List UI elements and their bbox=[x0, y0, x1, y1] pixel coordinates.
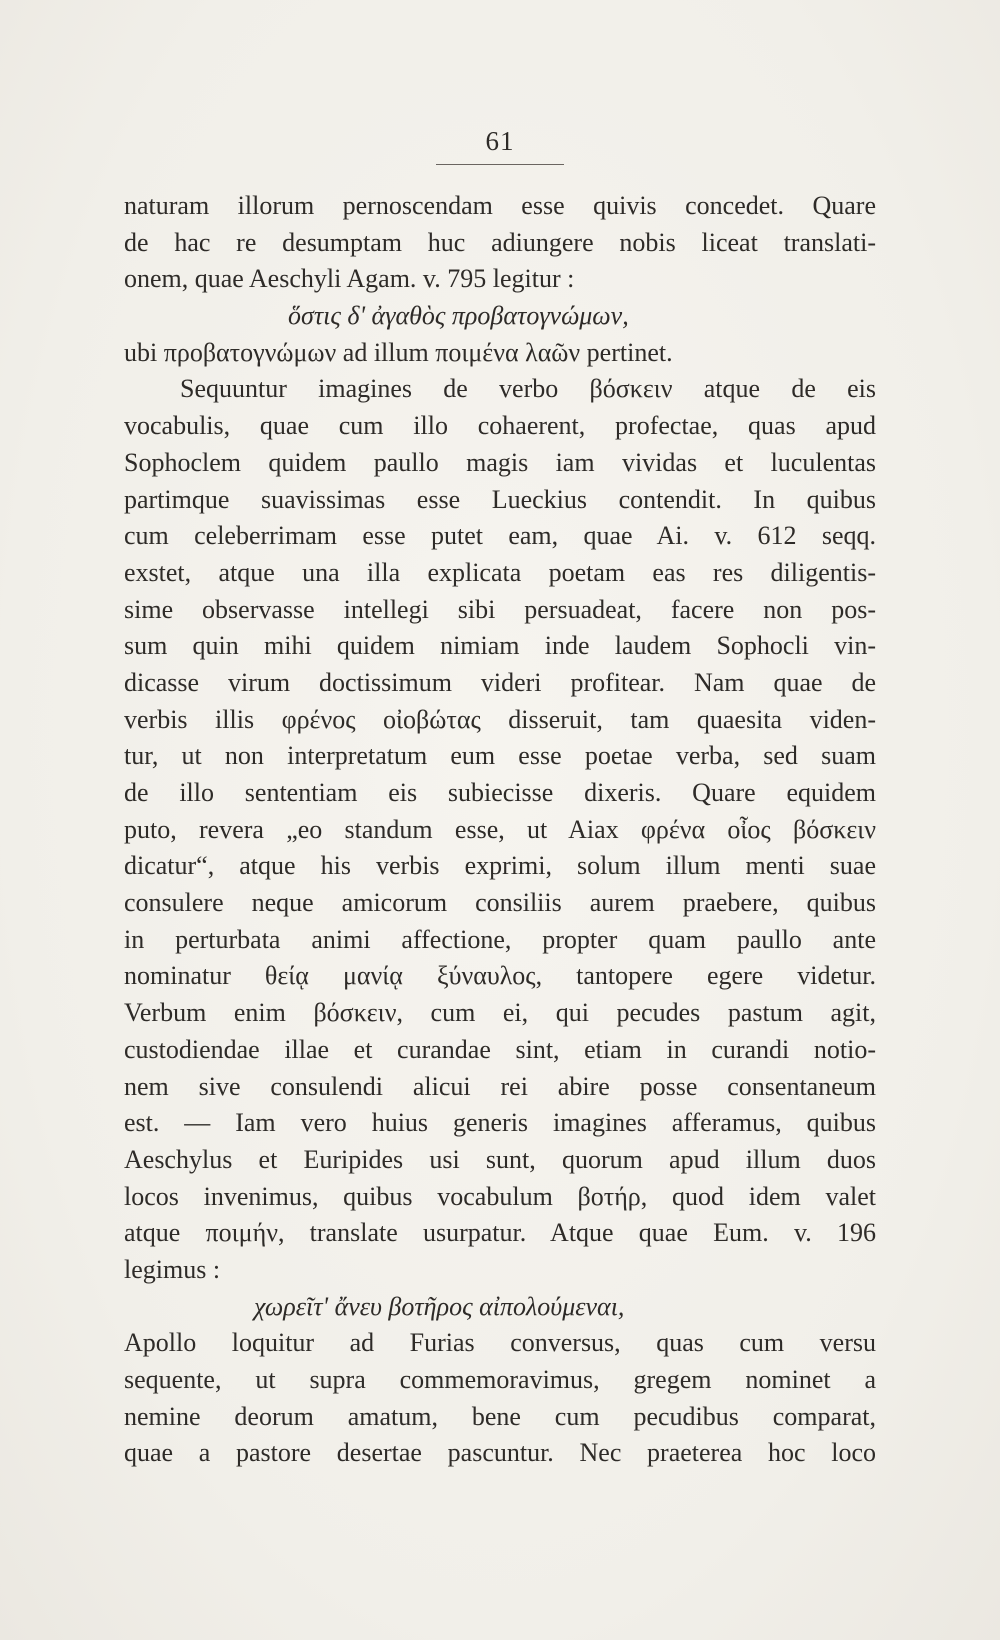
text-line: onem, quae Aeschyli Agam. v. 795 legitur : bbox=[124, 264, 575, 294]
page-number-rule bbox=[436, 164, 564, 165]
text-line: Apollo loquitur ad Furias conversus, quas cum versu bbox=[124, 1328, 876, 1358]
text-line: verbis illis φρένος οἰοβώτας disseruit, tam quaesita viden- bbox=[124, 704, 876, 734]
text-line: quae a pastore desertae pascuntur. Nec praeterea hoc loco bbox=[124, 1438, 876, 1468]
text-line: sime observasse intellegi sibi persuadeat, facere non pos- bbox=[124, 594, 876, 624]
text-line: exstet, atque una illa explicata poetam eas res diligentis- bbox=[124, 557, 876, 587]
body-text bbox=[124, 188, 876, 1472]
text-line: nem sive consulendi alicui rei abire posse consentaneum bbox=[124, 1071, 876, 1101]
verse-quotation: χωρεῖτ' ἄνευ βοτῆρος αἰπολούμεναι, bbox=[254, 1291, 625, 1321]
text-line: locos invenimus, quibus vocabulum βοτήρ, quod idem valet bbox=[124, 1181, 876, 1211]
text-line: custodiendae illae et curandae sint, etiam in curandi notio- bbox=[124, 1034, 876, 1064]
text-line: atque ποιμήν, translate usurpatur. Atque quae Eum. v. 196 bbox=[124, 1218, 876, 1248]
text-line: cum celeberrimam esse putet eam, quae Ai. v. 612 seqq. bbox=[124, 521, 876, 551]
text-line: ubi προβατογνώμων ad illum ποιμένα λαῶν pertinet. bbox=[124, 337, 673, 367]
text-line: Verbum enim βόσκειν, cum ei, qui pecudes pastum agit, bbox=[124, 998, 876, 1028]
text-line: dicasse virum doctissimum videri profitear. Nam quae de bbox=[124, 667, 876, 697]
text-line: dicatur“, atque his verbis exprimi, solum illum menti suae bbox=[124, 851, 876, 881]
text-line: Sophoclem quidem paullo magis iam vividas et luculentas bbox=[124, 447, 876, 477]
text-line: partimque suavissimas esse Lueckius contendit. In quibus bbox=[124, 484, 876, 514]
verse-quotation: ὅστις δ' ἀγαθὸς προβατογνώμων, bbox=[288, 301, 629, 331]
text-line: de hac re desumptam huc adiungere nobis liceat translati- bbox=[124, 227, 876, 257]
text-line: naturam illorum pernoscendam esse quivis concedet. Quare bbox=[124, 191, 876, 220]
text-line: vocabulis, quae cum illo cohaerent, profectae, quas apud bbox=[124, 411, 876, 441]
text-line: in perturbata animi affectione, propter quam paullo ante bbox=[124, 924, 876, 954]
text-line: est. — Iam vero huius generis imagines afferamus, quibus bbox=[124, 1108, 876, 1138]
text-line: puto, revera „eo standum esse, ut Aiax φρένα οἶος βόσκειν bbox=[124, 814, 876, 844]
text-line: consulere neque amicorum consiliis aurem praebere, quibus bbox=[124, 888, 876, 918]
text-line: sum quin mihi quidem nimiam inde laudem Sophocli vin- bbox=[124, 631, 876, 661]
text-line: de illo sententiam eis subiecisse dixeris. Quare equidem bbox=[124, 778, 876, 807]
text-line: sequente, ut supra commemoravimus, gregem nominet a bbox=[124, 1365, 876, 1394]
text-line: tur, ut non interpretatum eum esse poetae verba, sed suam bbox=[124, 741, 876, 771]
text-line: Sequuntur imagines de verbo βόσκειν atque de eis bbox=[180, 374, 876, 404]
text-line: Aeschylus et Euripides usi sunt, quorum apud illum duos bbox=[124, 1144, 876, 1174]
text-line: nominatur θείᾳ μανίᾳ ξύναυλος, tantopere egere videtur. bbox=[124, 961, 876, 991]
text-line: nemine deorum amatum, bene cum pecudibus comparat, bbox=[124, 1401, 876, 1431]
page-number: 61 bbox=[485, 126, 515, 156]
text-line: legimus : bbox=[124, 1254, 221, 1284]
